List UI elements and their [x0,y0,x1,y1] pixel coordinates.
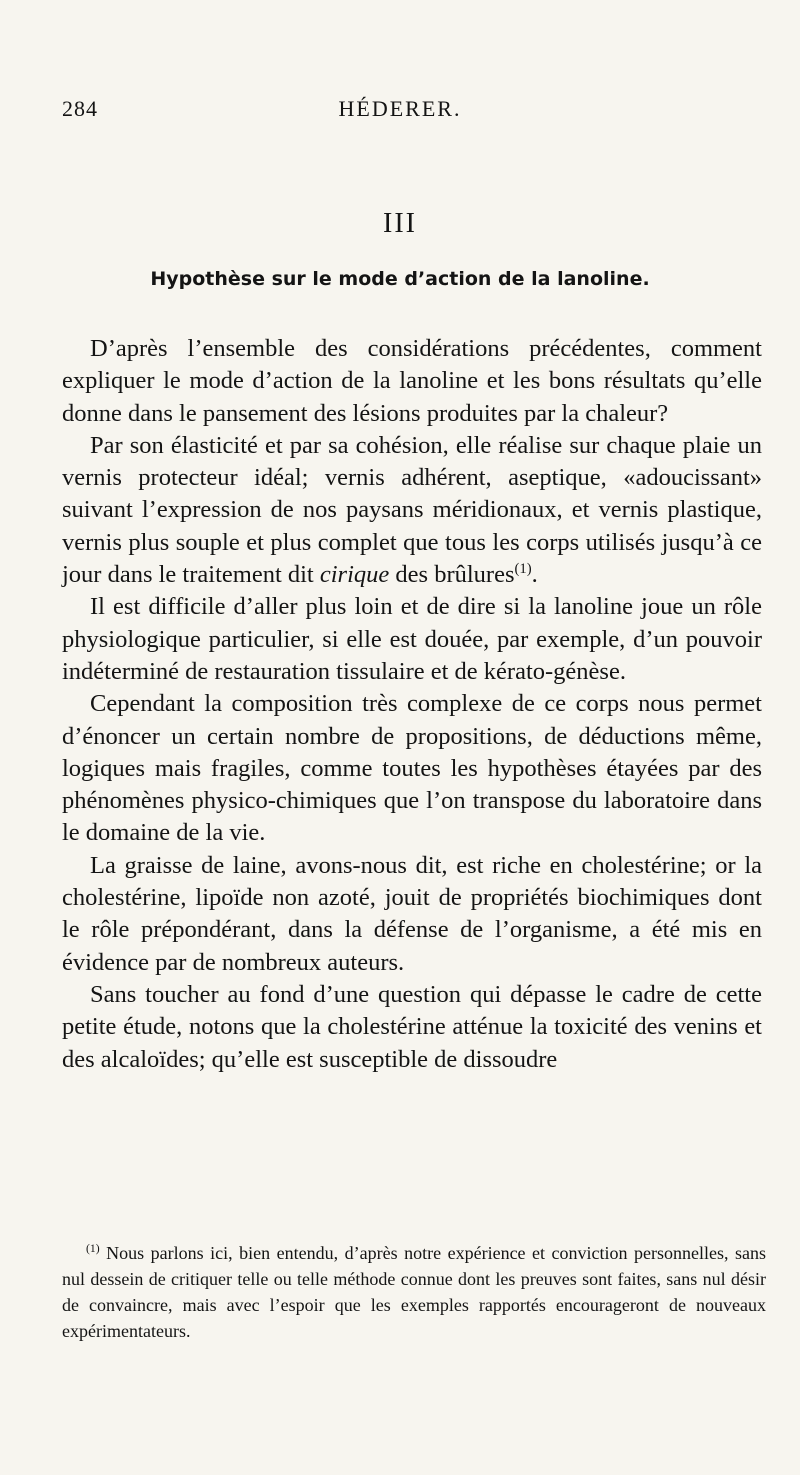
footnote-reference[interactable]: (1) [514,560,532,577]
paragraph: Cependant la composition très complexe de ce corps nous permet d’énoncer un certain nombre de propositions, de déductions même, logiques mais fragiles, comme toutes les hypothèses étayées par des phénomènes physico-chimiques que l’on transpose du laboratoire dans le domaine de la vie. [62,690,762,847]
paragraph [62,430,762,591]
paragraph: Il est difficile d’aller plus loin et de dire si la lanoline joue un rôle physiologique particulier, si elle est douée, par exemple, d’un pouvoir indéterminé de restauration tissulaire et de kérato-génèse. [62,593,762,685]
paragraph: D’après l’ensemble des considérations précédentes, comment expliquer le mode d’action de la lanoline et les bons résultats qu’elle donne dans le pansement des lésions produites par la chaleur? [62,335,762,427]
paragraph-end: . [531,561,538,589]
running-head [62,96,738,132]
paragraph-text: des brûlures [389,561,515,589]
footnote-marker: (1) [86,1242,100,1255]
section-title: Hypothèse sur le mode d’action de la lanoline. [150,268,650,290]
paragraph-text: Par son élasticité et par sa cohésion, elle réalise sur chaque plaie un vernis protecteur idéal; vernis adhérent, aseptique, «adoucissant» suivant l’expression de nos paysans méridionaux, et vernis plastique, vernis plus souple et plus complet que tous les corps utilisés jusqu’à ce jour dans le traitement dit [62,431,762,589]
page-number: 284 [62,96,98,121]
footnote-text: Nous parlons ici, bien entendu, d’après notre expérience et conviction personnelles, sans nul dessein de critiquer telle ou telle méthode connue dont les preuves sont faites, sans nul désir de convaincre, mais avec l’espoir que les exemples rapportés encourageront de nouveaux expérimentateurs. [62,1243,767,1341]
paragraph: La graisse de laine, avons-nous dit, est riche en cholestérine; or la cholestérine, lipoïde non azoté, jouit de propriétés biochimiques dont le rôle prépondérant, dans la défense de l’organisme, a été mis en évidence par de nombreux auteurs. [62,851,762,976]
paragraph: Sans toucher au fond d’une question qui dépasse le cadre de cette petite étude, notons que la cholestérine atténue la toxicité des venins et des alcaloïdes; qu’elle est susceptible de dissoudre [62,980,762,1073]
section-numeral: III [383,208,417,239]
footnote [62,1240,766,1344]
body-text [62,333,762,1076]
italic-term: cirique [319,561,390,589]
running-title: HÉDERER. [338,96,462,121]
